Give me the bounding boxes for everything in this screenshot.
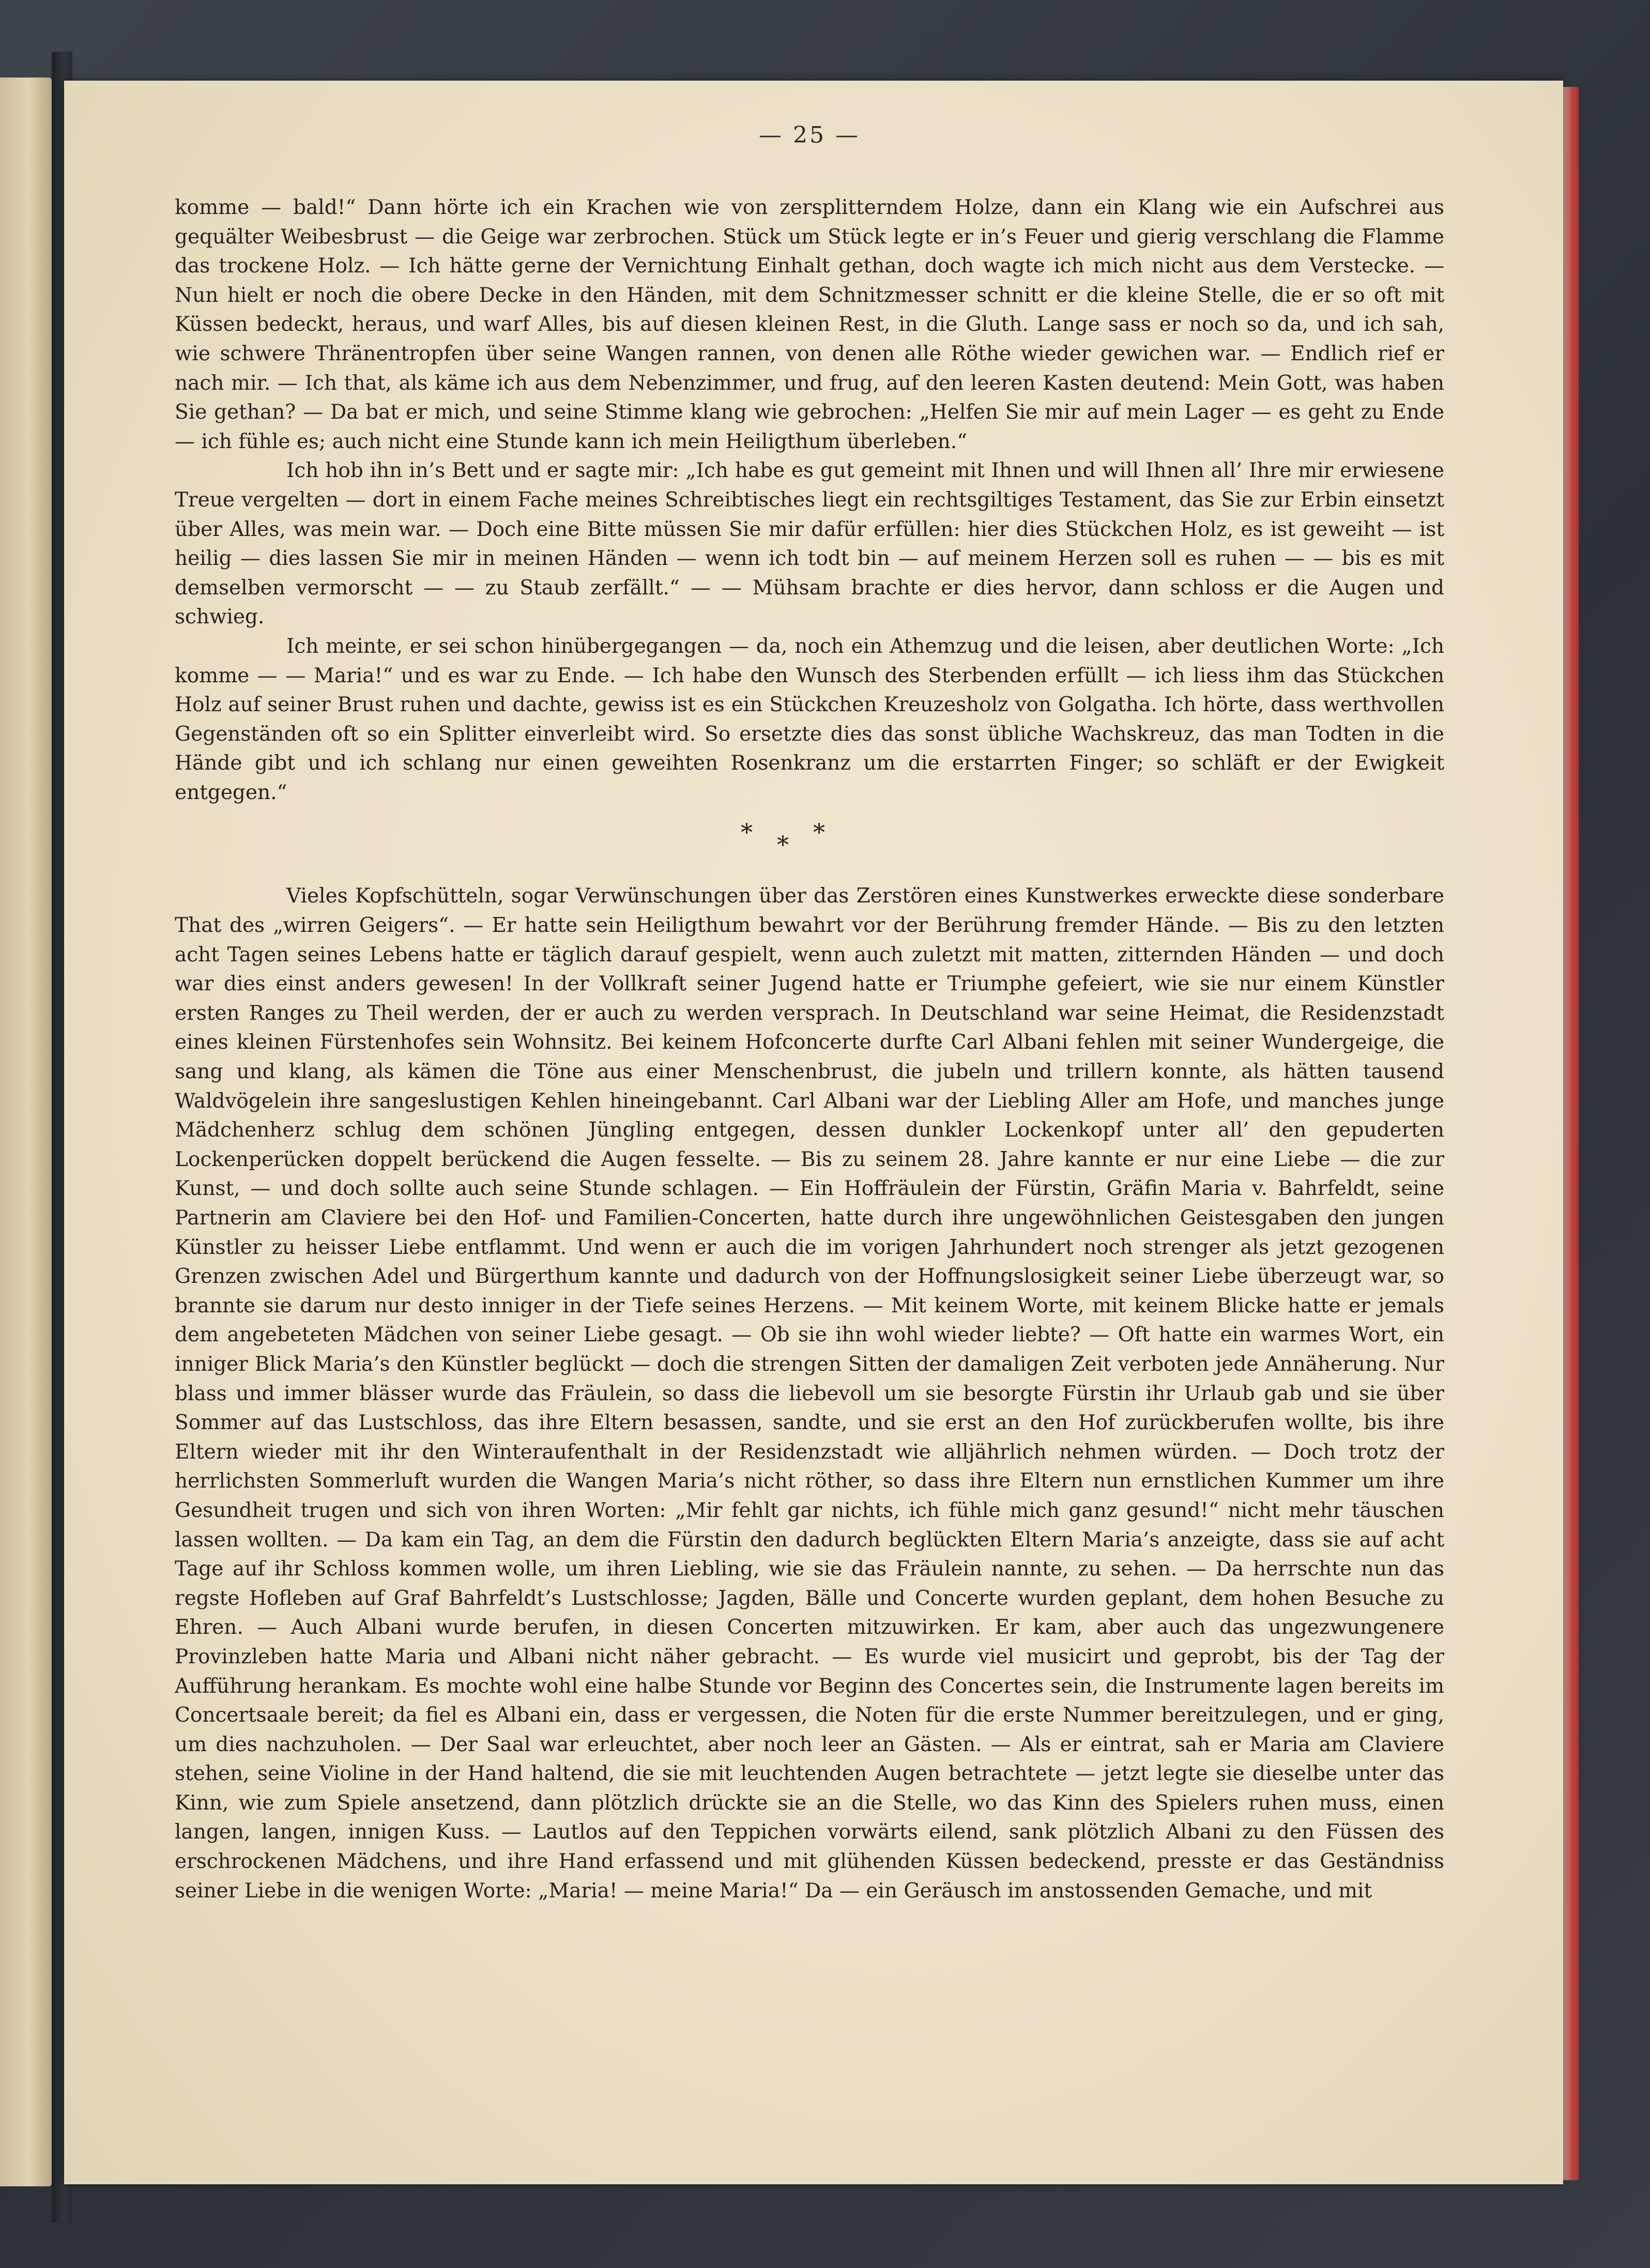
text-block <box>175 193 1444 1906</box>
section-separator <box>175 815 1444 871</box>
left-page-edge <box>0 78 52 2186</box>
asterisk: * <box>777 831 789 859</box>
paragraph: komme — bald!“ Dann hörte ich ein Krachen wie von zersplitterndem Holze, dann ein Klang wie ein Aufschrei aus gequälter Weibesbrust — die Geige war zerbrochen. Stück um Stück legte er in’s Feuer und gierig verschlang die Flamme das trockene Holz. — Ich hätte gerne der Vernichtung Einhalt gethan, doch wagte ich mich nicht aus dem Verstecke. — Nun hielt er noch die obere Decke in den Händen, mit dem Schnitzmesser schnitt er die kleine Stelle, die er so oft mit Küssen bedeckt, heraus, und warf Alles, bis auf diesen kleinen Rest, in die Gluth. Lange sass er noch so da, und ich sah, wie schwere Thränentropfen über seine Wangen rannen, von denen alle Röthe wieder gewichen war. — Endlich rief er nach mir. — Ich that, als käme ich aus dem Nebenzimmer, und frug, auf den leeren Kasten deutend: Mein Gott, was haben Sie gethan? — Da bat er mich, und seine Stimme klang wie gebrochen: „Helfen Sie mir auf mein Lager — es geht zu Ende — ich fühle es; auch nicht eine Stunde kann ich mein Heiligthum überleben.“ <box>175 196 1444 453</box>
paragraph: Ich hob ihn in’s Bett und er sagte mir: „Ich habe es gut gemeint mit Ihnen und will Ihnen all’ Ihre mir erwiesene Treue vergelten — dort in einem Fache meines Schreibtisches liegt ein rechtsgiltiges Testament, das Sie zur Erbin einsetzt über Alles, was mein war. — Doch eine Bitte müssen Sie mir dafür erfüllen: hier dies Stückchen Holz, es ist geweiht — ist heilig — dies lassen Sie mir in meinen Händen — wenn ich todt bin — auf meinem Herzen soll es ruhen — — bis es mit demselben vermorscht — — zu Staub zerfällt.“ — — Mühsam brachte er dies hervor, dann schloss er die Augen und schwieg. <box>175 459 1444 629</box>
asterisk: * <box>813 818 825 847</box>
page-number: — 25 — <box>759 122 860 148</box>
page-content <box>175 81 1444 2184</box>
paragraph: Vieles Kopfschütteln, sogar Verwünschungen über das Zerstören eines Kunstwerkes erweckte diese sonderbare That des „wirren Geigers“. — Er hatte sein Heiligthum bewahrt vor der Berührung fremder Hände. — Bis zu den letzten acht Tagen seines Lebens hatte er täglich darauf gespielt, wenn auch zuletzt mit matten, zitternden Händen — und doch war dies einst anders gewesen! In der Vollkraft seiner Jugend hatte er Triumphe gefeiert, wie sie nur einem Künstler ersten Ranges zu Theil werden, der er auch zu werden versprach. In Deutschland war seine Heimat, die Residenzstadt eines kleinen Fürstenhofes sein Wohnsitz. Bei keinem Hofconcerte durfte Carl Albani fehlen mit seiner Wundergeige, die sang und klang, als kämen die Töne aus einer Menschenbrust, die jubeln und trillern konnte, als hätten tausend Waldvögelein ihre sangeslustigen Kehlen hineingebannt. Carl Albani war der Liebling Aller am Hofe, und manches junge Mädchenherz schlug dem schönen Jüngling entgegen, dessen dunkler Lockenkopf unter all’ den gepuderten Lockenperücken doppelt berückend die Augen fesselte. — Bis zu seinem 28. Jahre kannte er nur eine Liebe — die zur Kunst, — und doch sollte auch seine Stunde schlagen. — Ein Hoffräulein der Fürstin, Gräfin Maria v. Bahrfeldt, seine Partnerin am Claviere bei den Hof- und Familien-Concerten, hatte durch ihre ungewöhnlichen Geistesgaben den jungen Künstler zu heisser Liebe entflammt. Und wenn er auch die im vorigen Jahrhundert noch strenger als jetzt gezogenen Grenzen zwischen Adel und Bürgerthum kannte und dadurch von der Hoffnungslosigkeit seiner Liebe überzeugt war, so brannte sie darum nur desto inniger in der Tiefe seines Herzens. — Mit keinem Worte, mit keinem Blicke hatte er jemals dem angebeteten Mädchen von seiner Liebe gesagt. — Ob sie ihn wohl wieder liebte? — Oft hatte ein warmes Wort, ein inniger Blick Maria’s den Künstler beglückt — doch die strengen Sitten der damaligen Zeit verboten jede Annäherung. Nur blass und immer blässer wurde das Fräulein, so dass die liebevoll um sie besorgte Fürstin ihr Urlaub gab und sie über Sommer auf das Lustschloss, das ihre Eltern besassen, sandte, und sie erst an den Hof zurückberufen wollte, bis ihre Eltern wieder mit ihr den Winteraufenthalt in der Residenzstadt wie alljährlich nehmen würden. — Doch trotz der herrlichsten Sommerluft wurden die Wangen Maria’s nicht röther, so dass ihre Eltern nun ernstlichen Kummer um ihre Gesundheit trugen und sich von ihren Worten: „Mir fehlt gar nichts, ich fühle mich ganz gesund!“ nicht mehr täuschen lassen wollten. — Da kam ein Tag, an dem die Fürstin den dadurch beglückten Eltern Maria’s anzeigte, dass sie auf acht Tage auf ihr Schloss kommen wolle, um ihren Liebling, wie sie das Fräulein nannte, zu sehen. — Da herrschte nun das regste Hofleben auf Graf Bahrfeldt’s Lustschlosse; Jagden, Bälle und Concerte wurden geplant, dem hohen Besuche zu Ehren. — Auch Albani wurde berufen, in diesen Concerten mitzuwirken. Er kam, aber auch das ungezwungenere Provinzleben hatte Maria und Albani nicht näher gebracht. — Es wurde viel musicirt und geprobt, bis der Tag der Aufführung herankam. Es mochte wohl eine halbe Stunde vor Beginn des Concertes sein, die Instrumente lagen bereits im Concertsaale bereit; da fiel es Albani ein, dass er vergessen, die Noten für die erste Nummer bereitzulegen, und er ging, um dies nachzuholen. — Der Saal war erleuchtet, aber noch leer an Gästen. — Als er eintrat, sah er Maria am Claviere stehen, seine Violine in der Hand haltend, die sie mit leuchtenden Augen betrachtete — jetzt legte sie dieselbe unter das Kinn, wie zum Spiele ansetzend, dann plötzlich drückte sie an die Stelle, wo das Kinn des Spielers ruhen muss, einen langen, langen, innigen Kuss. — Lautlos auf den Teppichen vorwärts eilend, sank plötzlich Albani zu den Füssen des erschrockenen Mädchens, und ihre Hand erfassend und mit glühenden Küssen bedeckend, presste er das Geständniss seiner Liebe in die wenigen Worte: „Maria! — meine Maria!“ Da — ein Geräusch im anstossenden Gemache, und mit <box>175 884 1444 1903</box>
paragraph: Ich meinte, er sei schon hinübergegangen — da, noch ein Athemzug und die leisen, aber deutlichen Worte: „Ich komme — — Maria!“ und es war zu Ende. — Ich habe den Wunsch des Sterbenden erfüllt — ich liess ihm das Stückchen Holz auf seiner Brust ruhen und dachte, gewiss ist es ein Stückchen Kreuzesholz von Golgatha. Ich hörte, dass werthvollen Gegenständen oft so ein Splitter einverleibt wird. So ersetzte dies das sonst übliche Wachskreuz, das man Todten in die Hände gibt und ich schlang nur einen geweihten Rosenkranz um die erstarrten Finger; so schläft er der Ewigkeit entgegen.“ <box>175 634 1444 804</box>
asterisk: * <box>741 818 753 847</box>
book-page <box>64 81 1563 2184</box>
